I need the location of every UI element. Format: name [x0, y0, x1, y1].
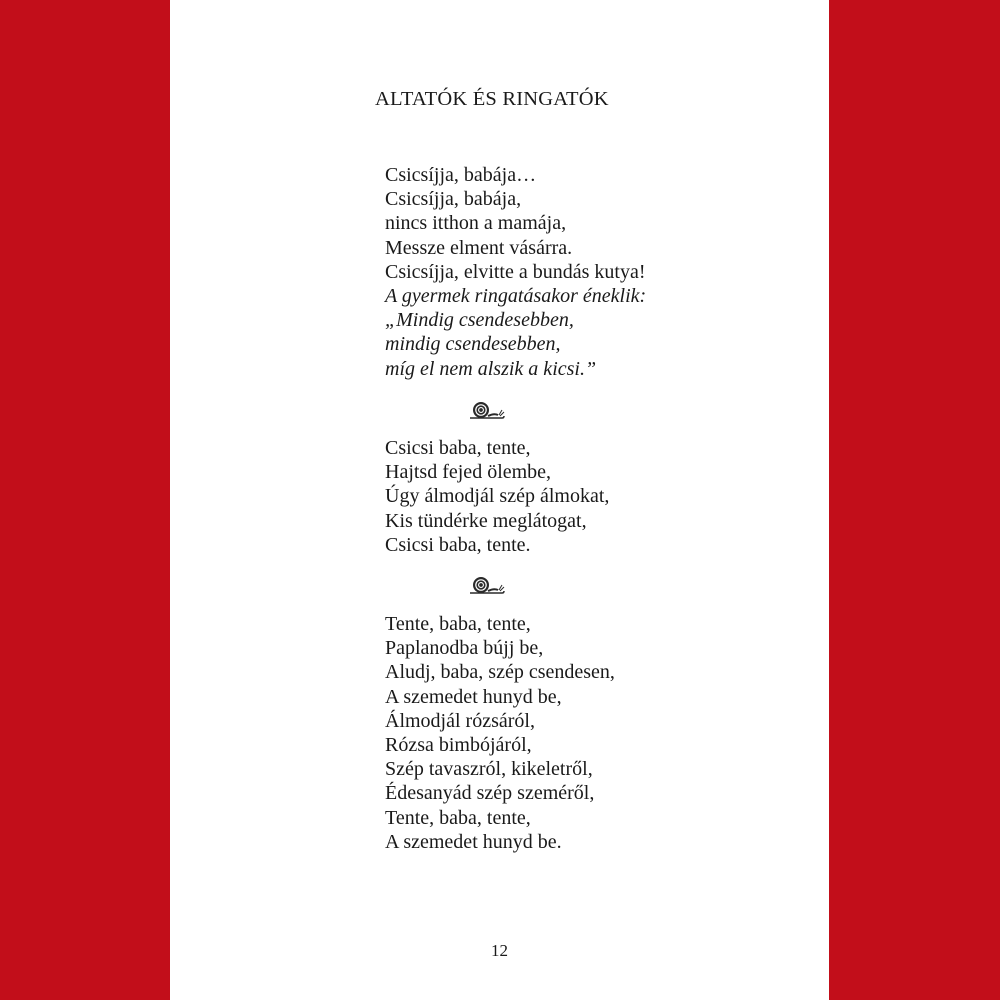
poem-line: Tente, baba, tente,: [385, 806, 531, 829]
poem-line: míg el nem alszik a kicsi.”: [385, 357, 597, 380]
right-red-border: [829, 0, 1000, 1000]
poem-line: Messze elment vásárra.: [385, 236, 573, 259]
snail-icon: [466, 574, 506, 596]
page-number: 12: [491, 941, 508, 960]
poem-line: A szemedet hunyd be,: [385, 685, 562, 708]
poem-line: Szép tavaszról, kikeletről,: [385, 758, 593, 781]
left-red-border: [0, 0, 170, 1000]
poem-line: Csicsi baba, tente,: [385, 437, 531, 459]
poem-line: Tente, baba, tente,: [385, 613, 531, 635]
poem-line: Csicsíjja, babája…: [385, 164, 537, 186]
poem-line: Kis tündérke meglátogat,: [385, 509, 587, 532]
snail-icon: [466, 399, 506, 421]
poem-line: Édesanyád szép szeméről,: [385, 782, 595, 805]
page-title: ALTATÓK ÉS RINGATÓK: [375, 88, 609, 110]
poem-line: Paplanodba bújj be,: [385, 637, 544, 660]
poem-line: Aludj, baba, szép csendesen,: [385, 661, 615, 684]
poem-line: Álmodjál rózsáról,: [385, 709, 535, 732]
poem-line: Csicsi baba, tente.: [385, 533, 531, 556]
poem-line: mindig csendesebben,: [385, 333, 561, 356]
poem-line: Csicsíjja, babája,: [385, 188, 522, 211]
poem-line: Csicsíjja, elvitte a bundás kutya!: [385, 260, 646, 283]
poem-2: [385, 436, 609, 557]
poem-1: [385, 163, 646, 381]
poem-line: Úgy álmodjál szép álmokat,: [385, 485, 610, 508]
poem-line: Rózsa bimbójáról,: [385, 734, 532, 757]
poem-3: [385, 612, 615, 854]
poem-line: Hajtsd fejed ölembe,: [385, 461, 552, 484]
poem-line: A gyermek ringatásakor éneklik:: [385, 285, 647, 308]
poem-line: nincs itthon a mamája,: [385, 212, 567, 235]
book-page: [170, 0, 829, 1000]
poem-line: A szemedet hunyd be.: [385, 830, 562, 853]
poem-line: „Mindig csendesebben,: [385, 309, 574, 332]
